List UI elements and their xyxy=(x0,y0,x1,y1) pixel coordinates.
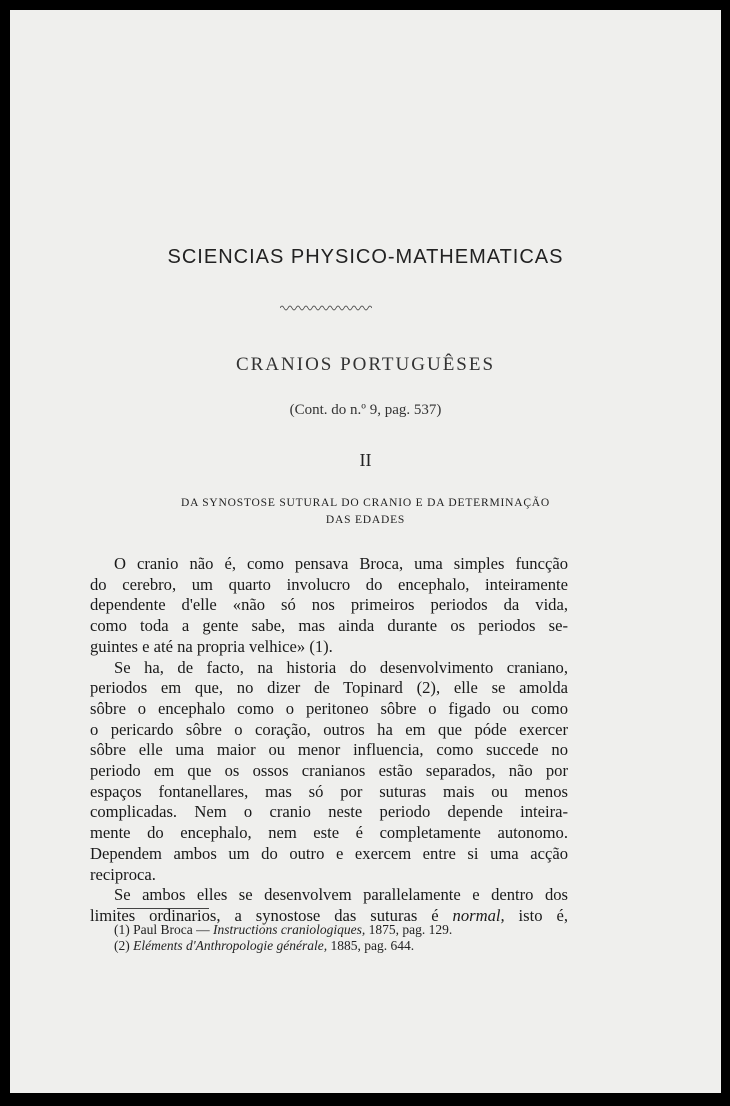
body-line: do cerebro, um quarto involucro do encephalo, inteiramente xyxy=(90,574,568,594)
footnote-author: Paul Broca — xyxy=(133,922,213,937)
body-line: Se ambos elles se desenvolvem parallelamente e dentro dos xyxy=(114,885,568,905)
footnote-work: Instructions craniologiques, xyxy=(213,922,366,937)
footnote-detail: 1875, pag. 129. xyxy=(365,922,453,937)
body-line: o pericardo sôbre o coração, outros ha em que póde exercer xyxy=(90,719,568,739)
body-line: dependente d'elle «não só nos primeiros periodos da vida, xyxy=(90,595,568,615)
body-line: Dependem ambos um do outro e exercem entre si uma acção xyxy=(90,843,568,863)
chapter-title-line: DAS EDADES xyxy=(325,514,406,526)
chapter-title xyxy=(10,495,721,529)
body-text-segment: limites ordinarios, a synostose das suturas é xyxy=(90,905,453,925)
continuation-note: (Cont. do n.º 9, pag. 537) xyxy=(289,402,442,418)
body-line: mente do encephalo, nem este é completamente autonomo. xyxy=(90,823,568,843)
footnote xyxy=(114,922,452,938)
body-line: periodos em que, no dizer de Topinard (2), elle se amolda xyxy=(90,678,568,698)
section-title: SCIENCIAS PHYSICO-MATHEMATICAS xyxy=(167,246,564,268)
footnote-detail: 1885, pag. 644. xyxy=(327,938,415,953)
body-line: Se ha, de facto, na historia do desenvolvimento craniano, xyxy=(114,657,568,677)
chapter-title-line: DA SYNOSTOSE SUTURAL DO CRANIO E DA DETERMINAÇÃO xyxy=(180,497,551,509)
chapter-number: II xyxy=(359,450,372,470)
body-line: reciproca. xyxy=(90,864,156,884)
body-line: sôbre o encephalo como o peritoneo sôbre o figado ou como xyxy=(90,698,568,718)
body-line: guintes e até na propria velhice» (1). xyxy=(90,636,333,656)
body-text-italic: normal, xyxy=(452,905,505,925)
footnote xyxy=(114,938,452,954)
body-line: como toda a gente sabe, mas ainda durante os periodos se- xyxy=(90,616,568,636)
footnote-divider xyxy=(117,908,209,909)
footnote-marker: (2) xyxy=(114,938,130,953)
body-line: complicadas. Nem o cranio neste periodo depende inteira- xyxy=(90,802,568,822)
body-text-segment: isto é, xyxy=(504,905,568,925)
page xyxy=(10,10,721,1093)
footnote-work: Eléments d'Anthropologie générale, xyxy=(133,938,328,953)
wavy-divider xyxy=(280,304,372,312)
footnote-marker: (1) xyxy=(114,922,130,937)
footnotes xyxy=(114,922,452,954)
body-text xyxy=(90,554,568,927)
body-line: O cranio não é, como pensava Broca, uma simples funcção xyxy=(114,554,568,573)
body-line: espaços fontanellares, mas só por suturas mais ou menos xyxy=(90,781,568,801)
body-line: periodo em que os ossos cranianos estão separados, não por xyxy=(90,761,568,781)
body-line: sôbre elle uma maior ou menor influencia, como succede no xyxy=(90,740,568,760)
article-title: CRANIOS PORTUGUÊSES xyxy=(235,354,496,375)
